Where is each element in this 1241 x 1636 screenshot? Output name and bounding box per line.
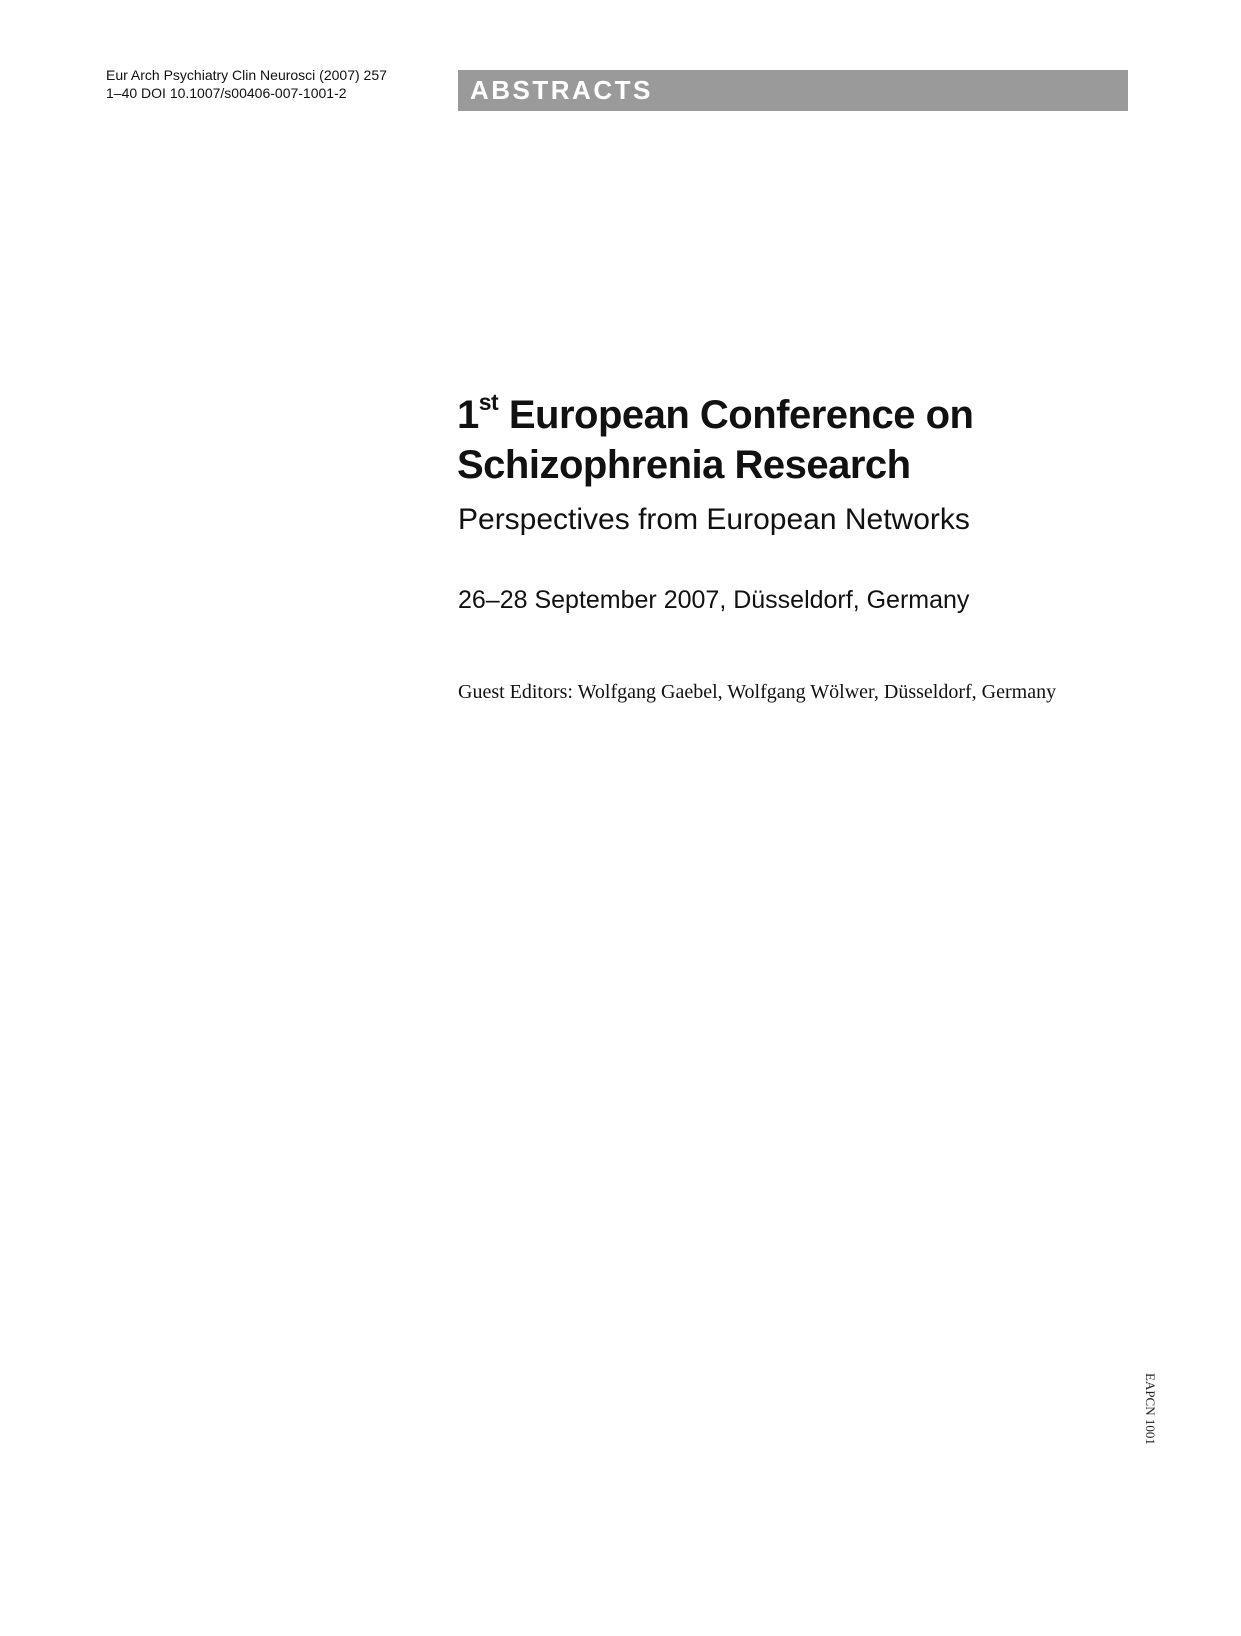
- section-header-bar: [458, 70, 1128, 111]
- title-line-2: Schizophrenia Research: [457, 443, 911, 487]
- title-line-1-rest: European Conference on: [508, 393, 974, 437]
- title-ordinal-suffix: st: [478, 388, 499, 415]
- guest-editors: Guest Editors: Wolfgang Gaebel, Wolfgang Wölwer, Düsseldorf, Germany: [458, 681, 1057, 703]
- citation-line-2: 1–40 DOI 10.1007/s00406-007-1001-2: [106, 85, 347, 101]
- section-label: ABSTRACTS: [470, 75, 653, 105]
- citation-line-1: Eur Arch Psychiatry Clin Neurosci (2007) 257: [106, 67, 387, 83]
- title-line-1: [457, 390, 1157, 440]
- conference-dateline: 26–28 September 2007, Düsseldorf, Germany: [458, 586, 970, 614]
- side-margin-code: EAPCN 1001: [1143, 1373, 1158, 1445]
- journal-citation: [106, 66, 406, 102]
- conference-title: [457, 390, 1157, 490]
- title-ordinal-number: 1: [457, 393, 479, 437]
- conference-subtitle: Perspectives from European Networks: [458, 503, 970, 536]
